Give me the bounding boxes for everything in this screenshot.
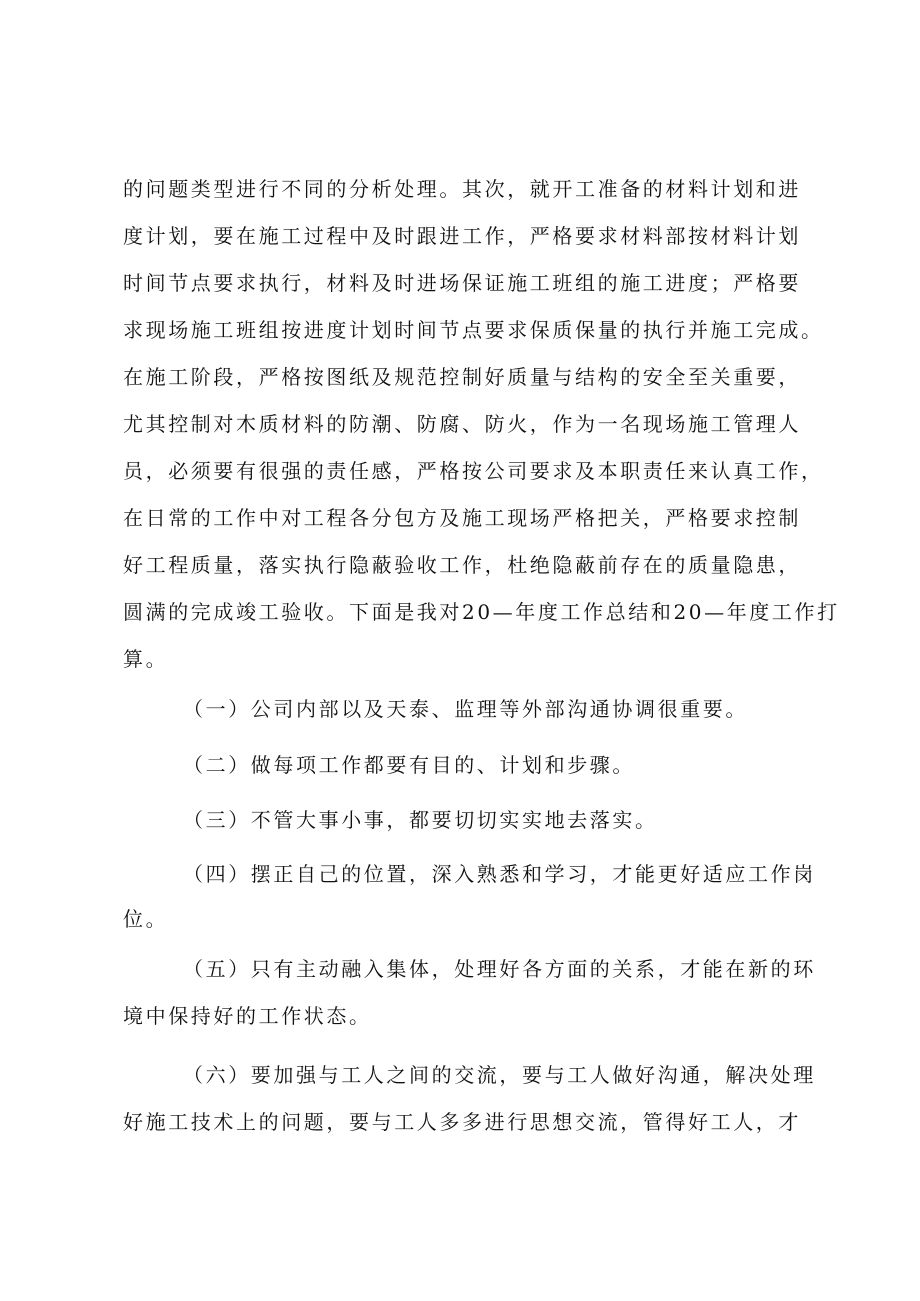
text-line: 时间节点要求执行，材料及时进场保证施工班组的施工进度；严格要 <box>123 271 801 295</box>
text-line: 好施工技术上的问题，要与工人多多进行思想交流，管得好工人，才 <box>123 1110 801 1134</box>
text-line: 求现场施工班组按进度计划时间节点要求保质保量的执行并施工完成。 <box>123 318 824 342</box>
text-line: 圆满的完成竣工验收。下面是我对20—年度工作总结和20—年度工作打 <box>123 600 840 624</box>
text-line: 算。 <box>123 647 169 671</box>
list-item-4: （四）摆正自己的位置，深入熟悉和学习，才能更好适应工作岗 <box>183 862 816 886</box>
list-item-1: （一）公司内部以及天泰、监理等外部沟通协调很重要。 <box>183 697 748 721</box>
list-item-3: （三）不管大事小事，都要切切实实地去落实。 <box>183 808 658 832</box>
text-line: 度计划，要在施工过程中及时跟进工作，严格要求材料部按材料计划 <box>123 224 801 248</box>
list-item-6: （六）要加强与工人之间的交流，要与工人做好沟通，解决处理 <box>183 1063 816 1087</box>
text-line: 位。 <box>123 907 169 931</box>
list-item-2: （二）做每项工作都要有目的、计划和步骤。 <box>183 753 635 777</box>
text-line: 在施工阶段，严格按图纸及规范控制好质量与结构的安全至关重要， <box>123 365 801 389</box>
text-line: 员，必须要有很强的责任感，严格按公司要求及本职责任来认真工作， <box>123 459 824 483</box>
text-line: 境中保持好的工作状态。 <box>123 1004 372 1028</box>
text-line: 好工程质量，落实执行隐蔽验收工作，杜绝隐蔽前存在的质量隐患， <box>123 553 801 577</box>
text-line: 的问题类型进行不同的分析处理。其次，就开工准备的材料计划和进 <box>123 177 801 201</box>
text-line: 在日常的工作中对工程各分包方及施工现场严格把关，严格要求控制 <box>123 506 801 530</box>
list-item-5: （五）只有主动融入集体，处理好各方面的关系，才能在新的环 <box>183 957 816 981</box>
text-line: 尤其控制对木质材料的防潮、防腐、防火，作为一名现场施工管理人 <box>123 412 801 436</box>
